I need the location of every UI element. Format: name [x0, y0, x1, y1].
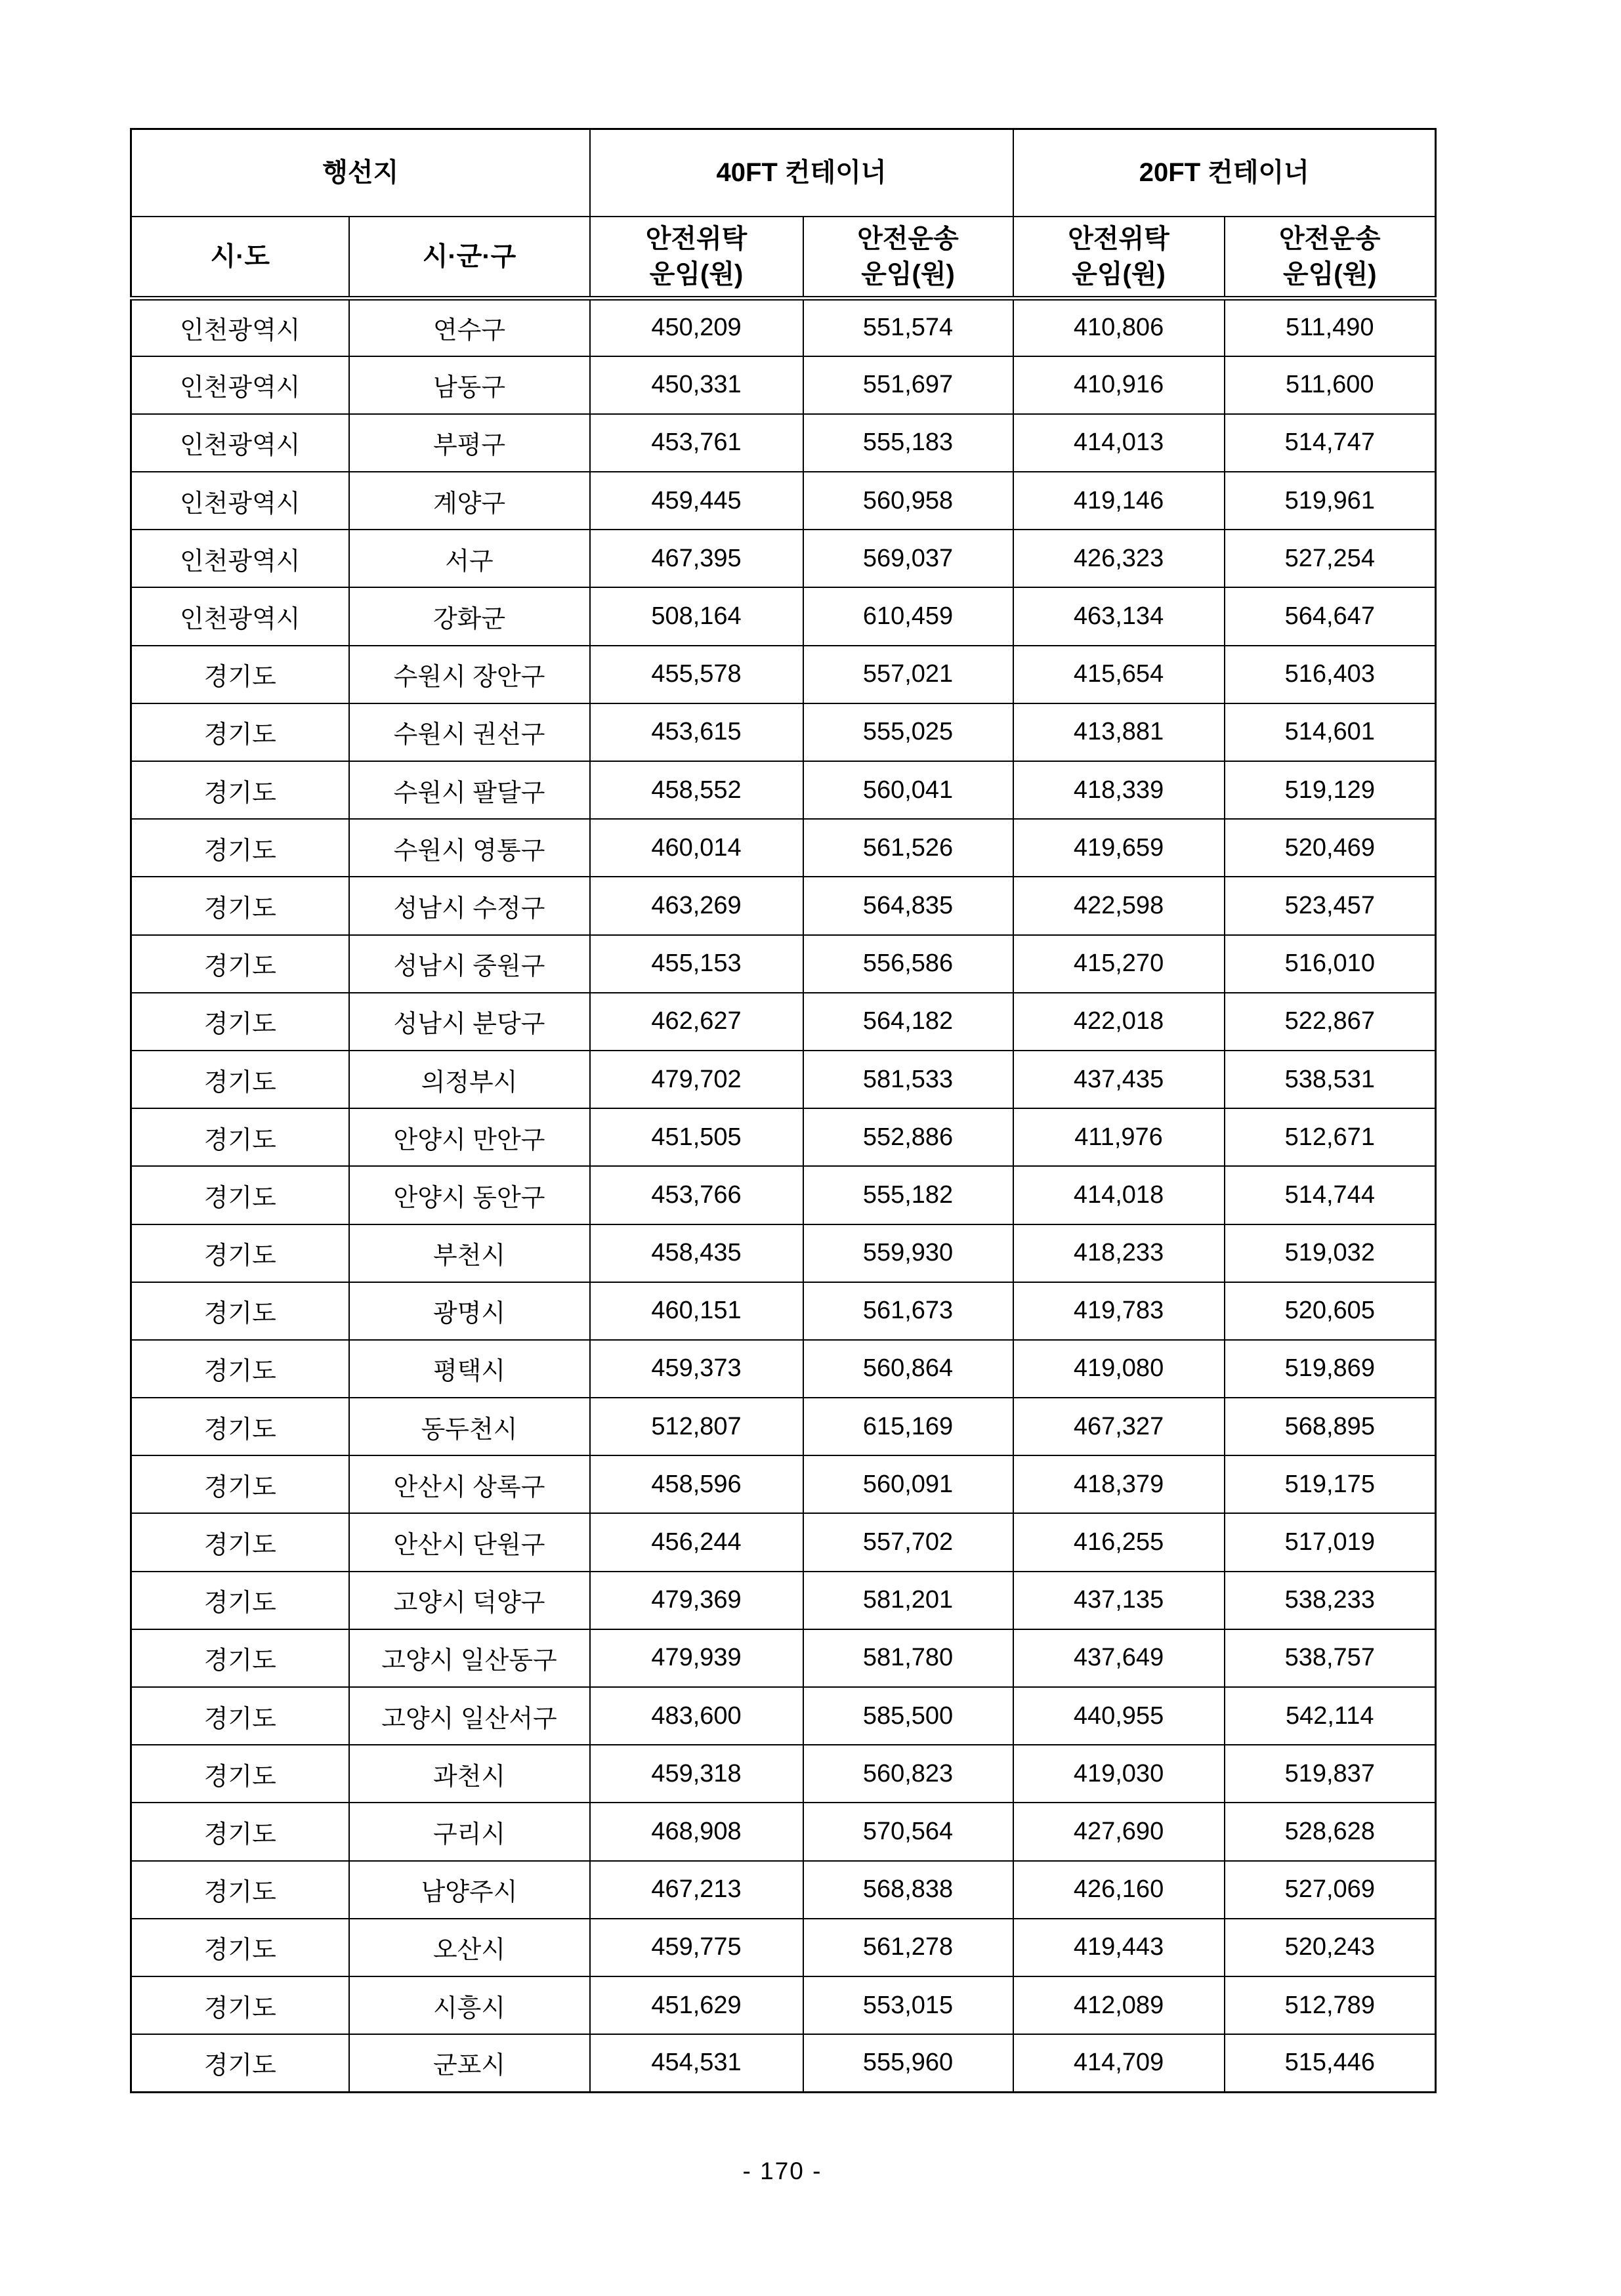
cell-ft20_witak: 410,806	[1013, 299, 1225, 356]
cell-ft20_witak: 414,013	[1013, 414, 1225, 472]
cell-ft20_unsong: 515,446	[1225, 2034, 1436, 2092]
cell-sigungu: 수원시 권선구	[349, 703, 590, 761]
cell-ft20_unsong: 538,531	[1225, 1051, 1436, 1108]
cell-sigungu: 시흥시	[349, 1976, 590, 2034]
table-row	[131, 2034, 1436, 2092]
cell-ft20_witak: 419,659	[1013, 819, 1225, 877]
cell-sido: 경기도	[131, 1803, 349, 1860]
cell-ft40_unsong: 568,838	[803, 1861, 1013, 1919]
cell-ft20_unsong: 519,032	[1225, 1224, 1436, 1282]
cell-sido: 인천광역시	[131, 414, 349, 472]
table-row	[131, 1745, 1436, 1803]
cell-ft40_unsong: 561,673	[803, 1282, 1013, 1340]
header-line2: 운임(원)	[861, 259, 955, 289]
cell-ft40_unsong: 551,574	[803, 299, 1013, 356]
cell-ft40_witak: 450,209	[590, 299, 803, 356]
cell-sido: 경기도	[131, 1629, 349, 1687]
cell-sigungu: 평택시	[349, 1340, 590, 1398]
cell-sigungu: 동두천시	[349, 1398, 590, 1455]
cell-ft40_unsong: 557,702	[803, 1513, 1013, 1571]
cell-ft20_witak: 415,270	[1013, 935, 1225, 993]
cell-ft40_witak: 451,629	[590, 1976, 803, 2034]
cell-ft20_unsong: 538,233	[1225, 1572, 1436, 1629]
cell-ft40_witak: 463,269	[590, 877, 803, 934]
cell-ft40_witak: 459,445	[590, 472, 803, 530]
table-row	[131, 877, 1436, 934]
cell-ft40_witak: 460,014	[590, 819, 803, 877]
table-row	[131, 1513, 1436, 1571]
cell-ft20_unsong: 514,601	[1225, 703, 1436, 761]
cell-ft20_unsong: 520,243	[1225, 1919, 1436, 1976]
cell-ft20_witak: 419,783	[1013, 1282, 1225, 1340]
cell-ft40_witak: 458,596	[590, 1455, 803, 1513]
cell-ft40_witak: 451,505	[590, 1108, 803, 1166]
cell-sigungu: 의정부시	[349, 1051, 590, 1108]
cell-ft40_witak: 459,373	[590, 1340, 803, 1398]
table-row	[131, 646, 1436, 703]
cell-ft40_witak: 467,213	[590, 1861, 803, 1919]
table-row	[131, 703, 1436, 761]
header-line1: 안전위탁	[1068, 224, 1169, 253]
cell-ft40_witak: 453,615	[590, 703, 803, 761]
header-destination: 행선지	[131, 129, 590, 217]
table-row	[131, 1166, 1436, 1224]
cell-ft20_unsong: 520,605	[1225, 1282, 1436, 1340]
cell-ft40_witak: 462,627	[590, 993, 803, 1051]
cell-ft40_witak: 453,766	[590, 1166, 803, 1224]
cell-sido: 경기도	[131, 1108, 349, 1166]
cell-ft20_witak: 419,443	[1013, 1919, 1225, 1976]
cell-ft20_unsong: 527,069	[1225, 1861, 1436, 1919]
header-40ft-witak	[590, 217, 803, 299]
cell-ft40_unsong: 552,886	[803, 1108, 1013, 1166]
cell-ft40_unsong: 581,780	[803, 1629, 1013, 1687]
cell-sigungu: 성남시 수정구	[349, 877, 590, 934]
cell-ft40_witak: 467,395	[590, 530, 803, 587]
cell-sido: 경기도	[131, 1861, 349, 1919]
cell-ft40_witak: 454,531	[590, 2034, 803, 2092]
cell-ft20_witak: 414,709	[1013, 2034, 1225, 2092]
cell-sido: 경기도	[131, 1398, 349, 1455]
cell-ft20_unsong: 512,789	[1225, 1976, 1436, 2034]
page-number: - 170 -	[742, 2158, 822, 2184]
header-row-columns	[131, 217, 1436, 299]
cell-sigungu: 계양구	[349, 472, 590, 530]
cell-ft20_unsong: 527,254	[1225, 530, 1436, 587]
cell-ft40_witak: 468,908	[590, 1803, 803, 1860]
cell-sigungu: 과천시	[349, 1745, 590, 1803]
cell-ft40_unsong: 551,697	[803, 356, 1013, 414]
cell-ft20_unsong: 511,490	[1225, 299, 1436, 356]
table-row	[131, 414, 1436, 472]
table-row	[131, 1572, 1436, 1629]
cell-ft20_unsong: 519,961	[1225, 472, 1436, 530]
cell-ft20_unsong: 519,175	[1225, 1455, 1436, 1513]
cell-ft20_unsong: 519,129	[1225, 761, 1436, 819]
cell-ft40_witak: 458,435	[590, 1224, 803, 1282]
cell-sigungu: 고양시 일산동구	[349, 1629, 590, 1687]
cell-ft40_unsong: 559,930	[803, 1224, 1013, 1282]
cell-ft20_unsong: 568,895	[1225, 1398, 1436, 1455]
cell-ft20_unsong: 519,869	[1225, 1340, 1436, 1398]
cell-sigungu: 강화군	[349, 587, 590, 645]
cell-sido: 경기도	[131, 1687, 349, 1745]
cell-sigungu: 수원시 영통구	[349, 819, 590, 877]
cell-sido: 인천광역시	[131, 530, 349, 587]
header-40ft-unsong	[803, 217, 1013, 299]
cell-ft20_witak: 418,339	[1013, 761, 1225, 819]
cell-sigungu: 수원시 팔달구	[349, 761, 590, 819]
table-row	[131, 1224, 1436, 1282]
cell-ft20_witak: 419,080	[1013, 1340, 1225, 1398]
cell-sido: 경기도	[131, 1745, 349, 1803]
table-row	[131, 1340, 1436, 1398]
cell-ft40_unsong: 555,183	[803, 414, 1013, 472]
cell-sigungu: 남양주시	[349, 1861, 590, 1919]
table-row	[131, 1687, 1436, 1745]
cell-ft20_unsong: 542,114	[1225, 1687, 1436, 1745]
cell-ft20_unsong: 538,757	[1225, 1629, 1436, 1687]
cell-ft40_unsong: 581,201	[803, 1572, 1013, 1629]
cell-ft20_witak: 419,146	[1013, 472, 1225, 530]
cell-ft40_witak: 459,775	[590, 1919, 803, 1976]
cell-ft40_unsong: 570,564	[803, 1803, 1013, 1860]
cell-ft40_witak: 479,702	[590, 1051, 803, 1108]
cell-sido: 경기도	[131, 1919, 349, 1976]
cell-ft20_witak: 437,435	[1013, 1051, 1225, 1108]
table-row	[131, 1051, 1436, 1108]
cell-sido: 경기도	[131, 1340, 349, 1398]
cell-sigungu: 안산시 상록구	[349, 1455, 590, 1513]
table-row	[131, 587, 1436, 645]
cell-sigungu: 안산시 단원구	[349, 1513, 590, 1571]
cell-sigungu: 광명시	[349, 1282, 590, 1340]
header-sido: 시·도	[131, 217, 349, 299]
cell-ft40_witak: 455,153	[590, 935, 803, 993]
cell-ft20_witak: 437,649	[1013, 1629, 1225, 1687]
cell-sido: 경기도	[131, 1572, 349, 1629]
freight-rate-table	[130, 128, 1437, 2093]
cell-ft40_unsong: 581,533	[803, 1051, 1013, 1108]
table-row	[131, 993, 1436, 1051]
cell-ft40_witak: 456,244	[590, 1513, 803, 1571]
cell-ft40_witak: 512,807	[590, 1398, 803, 1455]
cell-sido: 경기도	[131, 761, 349, 819]
cell-ft20_unsong: 528,628	[1225, 1803, 1436, 1860]
cell-sigungu: 오산시	[349, 1919, 590, 1976]
cell-ft20_witak: 418,233	[1013, 1224, 1225, 1282]
cell-ft40_unsong: 557,021	[803, 646, 1013, 703]
table-row	[131, 1282, 1436, 1340]
table-row	[131, 1455, 1436, 1513]
cell-sido: 인천광역시	[131, 472, 349, 530]
cell-ft20_witak: 440,955	[1013, 1687, 1225, 1745]
cell-ft20_witak: 412,089	[1013, 1976, 1225, 2034]
table-row	[131, 761, 1436, 819]
table-row	[131, 356, 1436, 414]
cell-ft40_unsong: 569,037	[803, 530, 1013, 587]
table-header	[131, 129, 1436, 299]
header-row-groups	[131, 129, 1436, 217]
cell-ft20_unsong: 514,744	[1225, 1166, 1436, 1224]
cell-ft20_witak: 410,916	[1013, 356, 1225, 414]
cell-ft40_unsong: 560,864	[803, 1340, 1013, 1398]
cell-ft40_unsong: 553,015	[803, 1976, 1013, 2034]
cell-sido: 경기도	[131, 877, 349, 934]
cell-sido: 경기도	[131, 1051, 349, 1108]
cell-ft40_unsong: 561,278	[803, 1919, 1013, 1976]
cell-ft20_witak: 437,135	[1013, 1572, 1225, 1629]
cell-ft40_unsong: 555,182	[803, 1166, 1013, 1224]
header-20ft-witak	[1013, 217, 1225, 299]
cell-ft40_unsong: 560,823	[803, 1745, 1013, 1803]
cell-ft20_witak: 463,134	[1013, 587, 1225, 645]
cell-sigungu: 성남시 분당구	[349, 993, 590, 1051]
cell-ft20_unsong: 511,600	[1225, 356, 1436, 414]
cell-ft20_witak: 419,030	[1013, 1745, 1225, 1803]
cell-ft40_unsong: 564,182	[803, 993, 1013, 1051]
cell-ft40_unsong: 555,960	[803, 2034, 1013, 2092]
cell-sido: 경기도	[131, 2034, 349, 2092]
header-line1: 안전운송	[1279, 224, 1381, 253]
cell-ft20_witak: 427,690	[1013, 1803, 1225, 1860]
cell-ft20_unsong: 519,837	[1225, 1745, 1436, 1803]
cell-ft20_unsong: 514,747	[1225, 414, 1436, 472]
cell-sido: 경기도	[131, 703, 349, 761]
cell-ft20_unsong: 522,867	[1225, 993, 1436, 1051]
cell-ft40_unsong: 561,526	[803, 819, 1013, 877]
cell-sigungu: 성남시 중원구	[349, 935, 590, 993]
cell-ft40_unsong: 560,958	[803, 472, 1013, 530]
cell-ft40_witak: 508,164	[590, 587, 803, 645]
cell-ft40_unsong: 585,500	[803, 1687, 1013, 1745]
cell-ft40_unsong: 560,091	[803, 1455, 1013, 1513]
cell-sido: 경기도	[131, 646, 349, 703]
cell-sido: 경기도	[131, 935, 349, 993]
cell-ft20_witak: 416,255	[1013, 1513, 1225, 1571]
cell-ft40_witak: 458,552	[590, 761, 803, 819]
cell-ft40_witak: 459,318	[590, 1745, 803, 1803]
cell-sigungu: 군포시	[349, 2034, 590, 2092]
table-row	[131, 819, 1436, 877]
cell-sido: 인천광역시	[131, 356, 349, 414]
cell-sido: 경기도	[131, 1976, 349, 2034]
cell-ft40_witak: 455,578	[590, 646, 803, 703]
cell-sigungu: 수원시 장안구	[349, 646, 590, 703]
cell-ft20_unsong: 520,469	[1225, 819, 1436, 877]
cell-ft40_witak: 460,151	[590, 1282, 803, 1340]
cell-ft40_unsong: 555,025	[803, 703, 1013, 761]
header-20ft-container: 20FT 컨테이너	[1013, 129, 1436, 217]
header-40ft-container: 40FT 컨테이너	[590, 129, 1013, 217]
table-row	[131, 1976, 1436, 2034]
table-row	[131, 472, 1436, 530]
cell-ft40_witak: 450,331	[590, 356, 803, 414]
cell-sigungu: 고양시 일산서구	[349, 1687, 590, 1745]
table-row	[131, 299, 1436, 356]
cell-ft20_witak: 426,323	[1013, 530, 1225, 587]
table-row	[131, 1803, 1436, 1860]
cell-sigungu: 구리시	[349, 1803, 590, 1860]
cell-ft20_witak: 426,160	[1013, 1861, 1225, 1919]
cell-sigungu: 서구	[349, 530, 590, 587]
cell-sigungu: 안양시 동안구	[349, 1166, 590, 1224]
cell-sido: 경기도	[131, 1455, 349, 1513]
cell-sido: 경기도	[131, 1513, 349, 1571]
header-line1: 안전운송	[857, 224, 959, 253]
cell-sido: 인천광역시	[131, 587, 349, 645]
cell-ft20_witak: 422,018	[1013, 993, 1225, 1051]
cell-ft40_witak: 483,600	[590, 1687, 803, 1745]
cell-sido: 경기도	[131, 993, 349, 1051]
cell-sido: 경기도	[131, 1166, 349, 1224]
cell-sigungu: 부천시	[349, 1224, 590, 1282]
header-line1: 안전위탁	[645, 224, 747, 253]
header-line2: 운임(원)	[1072, 259, 1166, 289]
cell-ft20_unsong: 516,403	[1225, 646, 1436, 703]
cell-ft40_unsong: 560,041	[803, 761, 1013, 819]
header-20ft-unsong	[1225, 217, 1436, 299]
cell-ft20_witak: 414,018	[1013, 1166, 1225, 1224]
cell-sido: 경기도	[131, 1282, 349, 1340]
cell-ft20_unsong: 564,647	[1225, 587, 1436, 645]
cell-ft40_unsong: 610,459	[803, 587, 1013, 645]
cell-ft20_witak: 418,379	[1013, 1455, 1225, 1513]
table-row	[131, 935, 1436, 993]
cell-ft20_witak: 422,598	[1013, 877, 1225, 934]
cell-ft20_witak: 467,327	[1013, 1398, 1225, 1455]
cell-ft20_witak: 413,881	[1013, 703, 1225, 761]
cell-sigungu: 연수구	[349, 299, 590, 356]
header-sigungu: 시·군·구	[349, 217, 590, 299]
table-row	[131, 1398, 1436, 1455]
cell-ft40_unsong: 564,835	[803, 877, 1013, 934]
cell-sigungu: 부평구	[349, 414, 590, 472]
cell-ft40_witak: 453,761	[590, 414, 803, 472]
cell-ft20_witak: 411,976	[1013, 1108, 1225, 1166]
cell-sigungu: 고양시 덕양구	[349, 1572, 590, 1629]
cell-sido: 경기도	[131, 1224, 349, 1282]
cell-sido: 경기도	[131, 819, 349, 877]
header-line2: 운임(원)	[649, 259, 744, 289]
cell-ft20_unsong: 523,457	[1225, 877, 1436, 934]
table-row	[131, 530, 1436, 587]
cell-ft40_witak: 479,939	[590, 1629, 803, 1687]
cell-ft20_unsong: 517,019	[1225, 1513, 1436, 1571]
cell-ft20_unsong: 516,010	[1225, 935, 1436, 993]
cell-sido: 인천광역시	[131, 299, 349, 356]
rate-table-body	[131, 299, 1436, 2093]
header-line2: 운임(원)	[1283, 259, 1377, 289]
table-row	[131, 1629, 1436, 1687]
table-row	[131, 1861, 1436, 1919]
cell-sigungu: 남동구	[349, 356, 590, 414]
cell-ft40_unsong: 615,169	[803, 1398, 1013, 1455]
cell-ft20_unsong: 512,671	[1225, 1108, 1436, 1166]
cell-ft40_witak: 479,369	[590, 1572, 803, 1629]
cell-ft40_unsong: 556,586	[803, 935, 1013, 993]
cell-sigungu: 안양시 만안구	[349, 1108, 590, 1166]
table-row	[131, 1919, 1436, 1976]
table-row	[131, 1108, 1436, 1166]
cell-ft20_witak: 415,654	[1013, 646, 1225, 703]
